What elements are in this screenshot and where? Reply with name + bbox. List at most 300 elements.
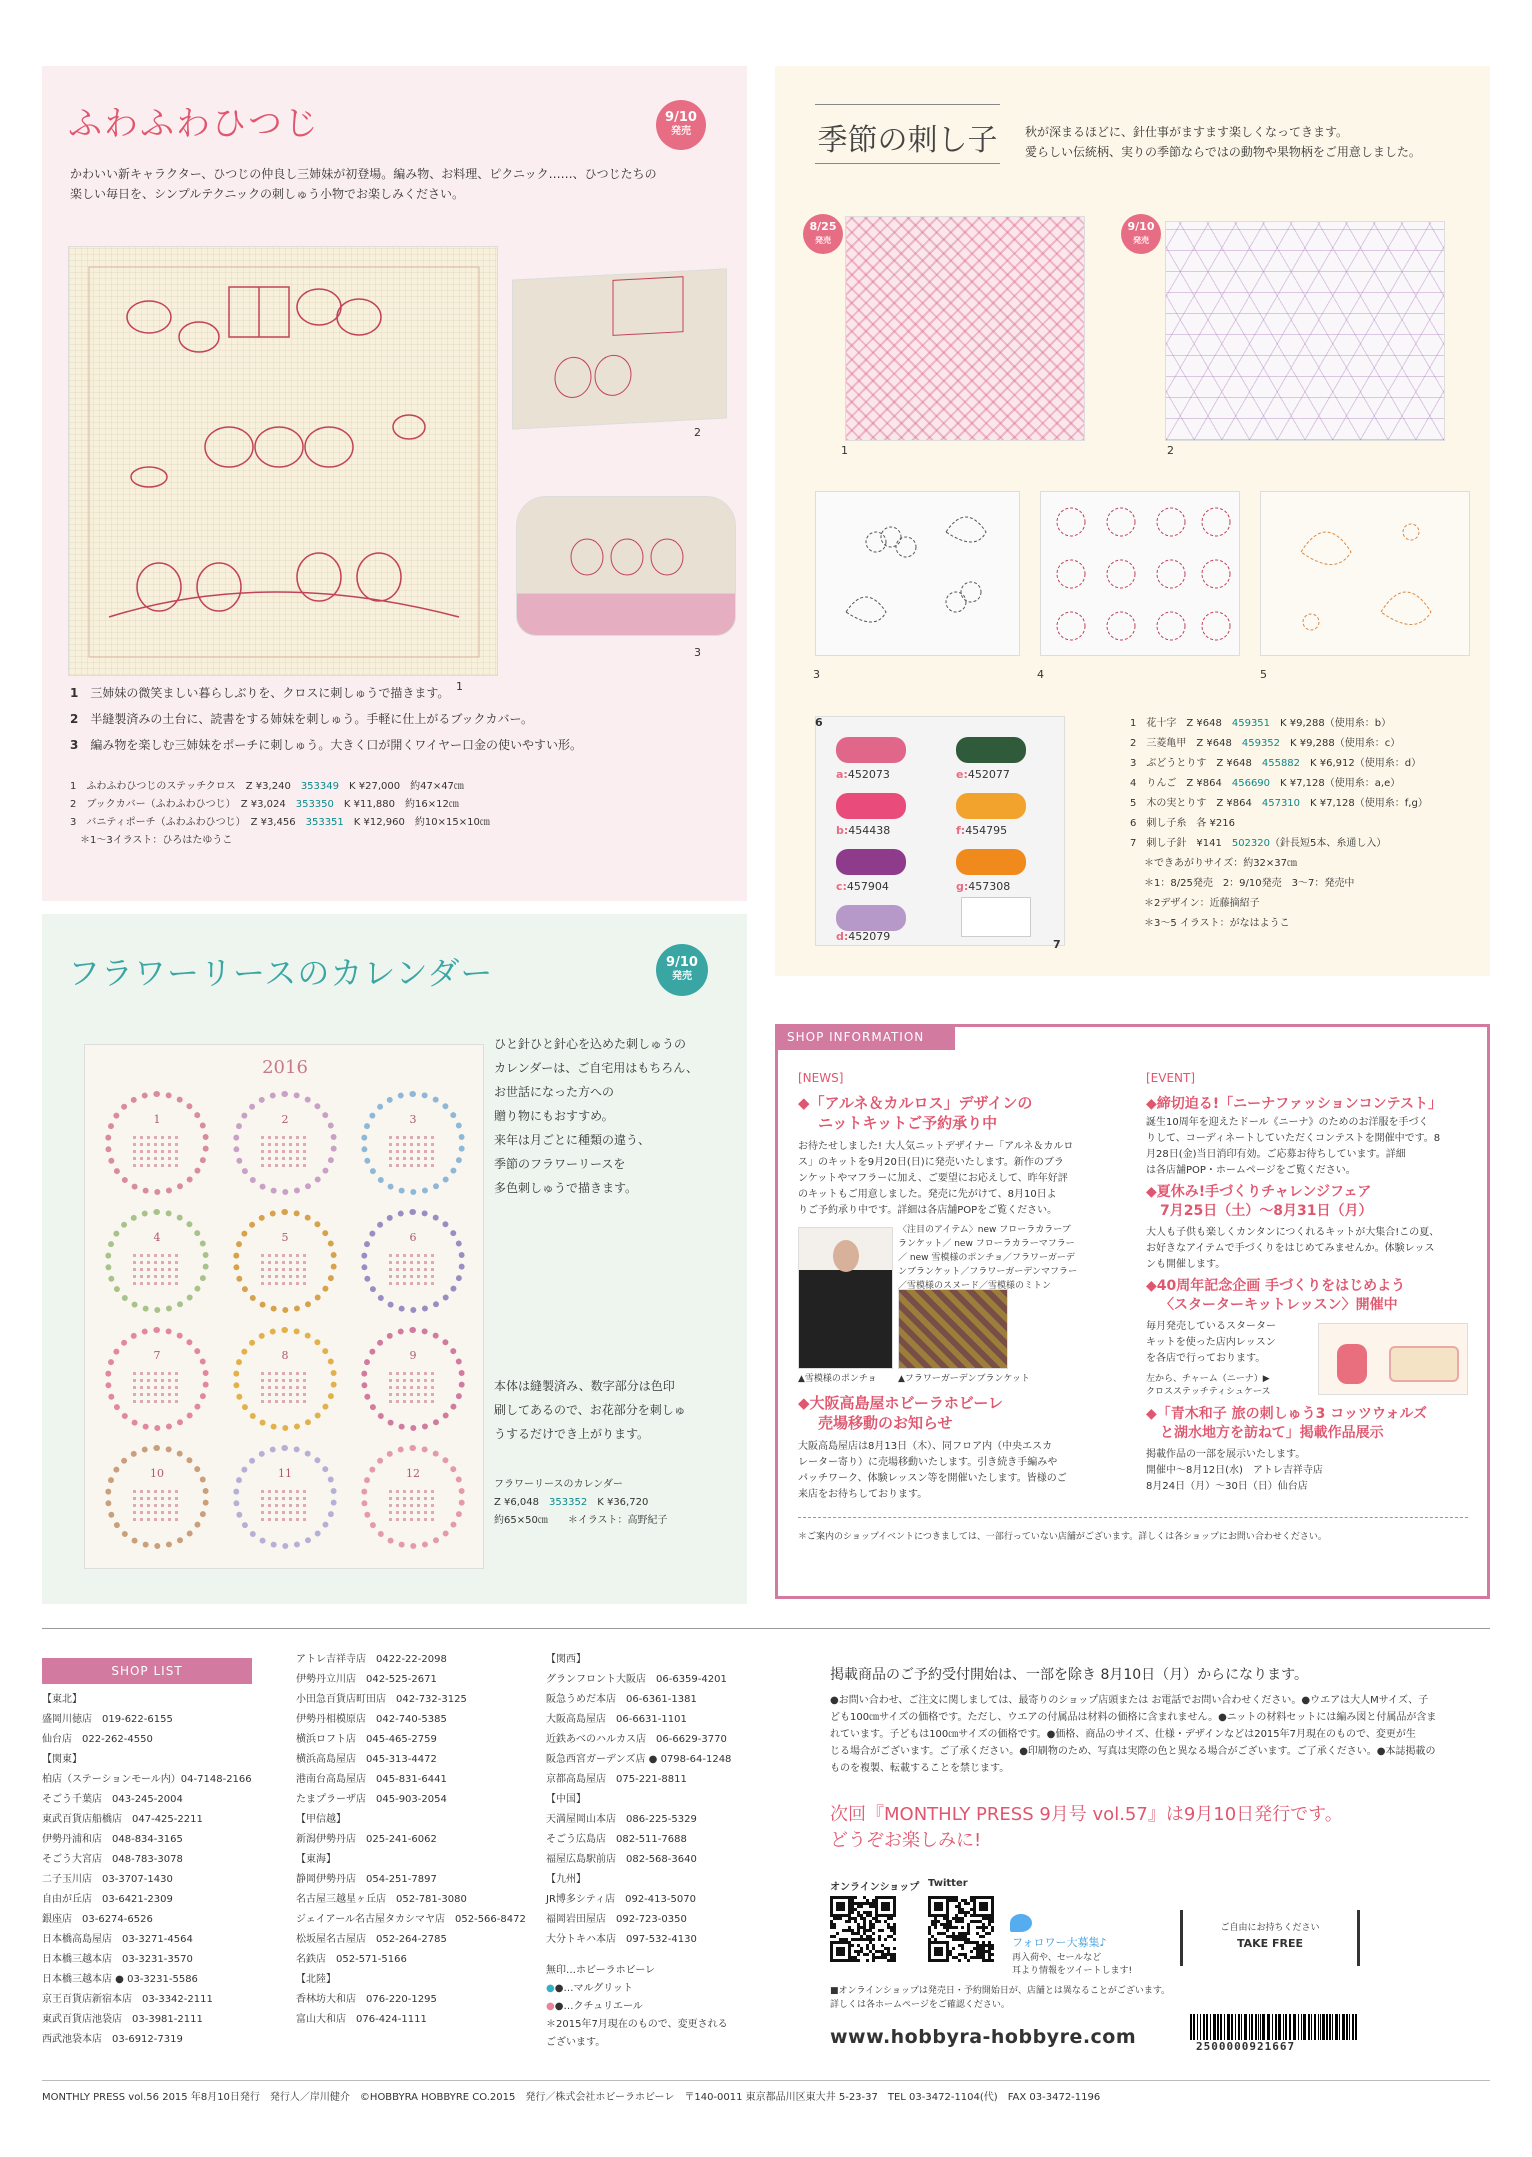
legend-line xyxy=(546,1980,728,1998)
apple-illustration xyxy=(1041,492,1241,657)
shop-entry: 大阪高島屋店 06-6631-1101 xyxy=(546,1714,687,1725)
event-body-line: 大人も子供も楽しくカンタンにつくれるキットが大集合!この夏、 xyxy=(1146,1227,1440,1238)
online-note-line: 詳しくは各ホームページをご確認ください。 xyxy=(830,2000,1010,2010)
month-number: 5 xyxy=(281,1231,289,1244)
event-body-line: 月28日(金)当日消印有効。ご応募お待ちしています。詳細 xyxy=(1146,1149,1406,1160)
month-date-grid xyxy=(133,1487,181,1521)
month-wreath xyxy=(361,1445,465,1549)
info-note-line: じる場合がございます。ご了承ください。●印刷物のため、写真は実際の色と異なる場合がございます。ご了承ください。●本誌掲載の xyxy=(830,1746,1436,1757)
news-title-line: ニットキットご予約承り中 xyxy=(818,1114,998,1132)
shop-region-heading: 【甲信越】 xyxy=(296,1814,346,1825)
kit-price: K ¥7,128 xyxy=(1280,778,1325,789)
illustration-note: ＊イラスト：高野紀子 xyxy=(567,1515,668,1526)
sheep-product-list xyxy=(70,778,490,850)
shop-entry: たまプラーザ店 045-903-2054 xyxy=(296,1794,447,1805)
thread-letter: e: xyxy=(956,768,968,781)
shop-entry: 京都高島屋店 075-221-8811 xyxy=(546,1774,687,1785)
needle-pack xyxy=(961,897,1031,937)
info-note-line: れています。子どもは100㎝サイズの価格です。●価格、商品のサイズ、仕様・デザインなどは2015年7月現在のもので、変更が生 xyxy=(830,1729,1416,1740)
event2-body xyxy=(1146,1225,1439,1273)
photo-number: 6 xyxy=(815,716,823,729)
thread-code-a xyxy=(836,767,890,783)
next-issue-line: どうぞお楽しみに! xyxy=(830,1830,982,1851)
shop-entry: 新潟伊勢丹店 025-241-6062 xyxy=(296,1834,437,1845)
photo-number: 4 xyxy=(1037,668,1044,681)
news-body-line: パッチワーク、体験レッスン等を開催いたします。皆様のご xyxy=(798,1473,1067,1484)
product-row xyxy=(1130,834,1428,854)
shop-entry: そごう広島店 082-511-7688 xyxy=(546,1834,687,1845)
shop-information xyxy=(775,1024,1490,1599)
product-price: Z ¥864 xyxy=(1186,778,1222,789)
shop-entry: 伊勢丹相模原店 042-740-5385 xyxy=(296,1714,447,1725)
calendar-text2 xyxy=(494,1374,686,1446)
twitter-bird-icon xyxy=(1010,1914,1032,1932)
desc-row xyxy=(70,680,730,706)
shop-entry: 仙台店 022-262-4550 xyxy=(42,1734,153,1745)
badge-label: 発売 xyxy=(672,971,692,982)
product-code: 502320 xyxy=(1231,838,1271,849)
product-num: 6 xyxy=(1130,818,1137,829)
product-row xyxy=(1130,734,1428,754)
month-date-grid xyxy=(389,1487,437,1521)
shop-region-heading: 【関西】 xyxy=(546,1654,586,1665)
legend-text: ●…クチュリエール xyxy=(554,2001,643,2012)
product-price: Z ¥3,240 xyxy=(245,781,291,792)
nut-squirrel-illustration xyxy=(1261,492,1471,657)
product-num: 5 xyxy=(1130,798,1137,809)
kit-price: K ¥27,000 xyxy=(349,781,401,792)
shop-entry: 伊勢丹浦和店 048-834-3165 xyxy=(42,1834,183,1845)
kit-price: K ¥9,288 xyxy=(1290,738,1335,749)
news-body-line: 大阪高島屋店は8月13日（木）、同フロア内（中央エスカ xyxy=(798,1441,1053,1452)
badge-label: 発売 xyxy=(1133,236,1149,245)
kit-price: K ¥7,128 xyxy=(1310,798,1355,809)
sheep-intro xyxy=(70,164,730,204)
book-cover-illustration xyxy=(513,269,728,430)
news-body-line: りご予約承り中です。詳細は各店舗POPをご覧ください。 xyxy=(798,1205,1058,1216)
product-price: Z ¥648 xyxy=(1186,718,1222,729)
photo-number: 5 xyxy=(1260,668,1267,681)
caption-line: 左から、チャーム（ニーナ）▶ xyxy=(1146,1374,1270,1384)
product-code: 353349 xyxy=(300,781,339,792)
desc-row xyxy=(70,706,730,732)
product-size: 約16×12㎝ xyxy=(405,799,459,810)
month-number: 12 xyxy=(406,1467,420,1480)
sashiko-note: ＊3～5 イラスト：がなはようこ xyxy=(1144,918,1290,929)
product-name: 木の実とりす xyxy=(1146,798,1207,809)
thread-code-c xyxy=(836,879,889,895)
calendar-text-line: 贈り物にもおすすめ。 xyxy=(494,1109,614,1123)
shop-entry: 銀座店 03-6274-6526 xyxy=(42,1914,153,1925)
thread-usage: （使用糸：d） xyxy=(1354,758,1422,769)
thread-usage: （使用糸：c） xyxy=(1334,738,1401,749)
shop-entry: 東武百貨店船橋店 047-425-2211 xyxy=(42,1814,203,1825)
thread-code-b xyxy=(836,823,890,839)
shop-entry: 富山大和店 076-424-1111 xyxy=(296,2014,427,2025)
pouch-photo xyxy=(516,496,736,636)
sashiko-note: ＊2デザイン：近藤摘紹子 xyxy=(1144,898,1260,909)
product-code: 456690 xyxy=(1231,778,1271,789)
thread-code: 452077 xyxy=(967,768,1010,781)
event-body-line: キットを使った店内レッスン xyxy=(1146,1337,1276,1348)
calendar-product xyxy=(494,1476,668,1530)
shop-entry: 小田急百貨店町田店 042-732-3125 xyxy=(296,1694,467,1705)
grape-squirrel-illustration xyxy=(816,492,1021,657)
month-number: 6 xyxy=(409,1231,417,1244)
product-row xyxy=(1130,754,1428,774)
sashiko-thread-photo xyxy=(815,716,1065,946)
shop-entry: 近鉄あべのハルカス店 06-6629-3770 xyxy=(546,1734,727,1745)
calendar-year: 2016 xyxy=(262,1057,308,1078)
news-title-line: ◆「アルネ＆カルロス」デザインの xyxy=(798,1094,1033,1112)
thread-usage: （使用糸：f,g） xyxy=(1354,798,1428,809)
sheep-descriptions xyxy=(70,680,730,758)
legend-line: ございます。 xyxy=(546,2037,606,2048)
news2-body xyxy=(798,1439,1067,1503)
shop-list-col1 xyxy=(42,1690,252,2050)
product-num: 7 xyxy=(1130,838,1137,849)
event1-title: ◆締切迫る!「ニーナファッションコンテスト」 xyxy=(1146,1096,1443,1112)
product-name: りんご xyxy=(1146,778,1177,789)
news-body-line: ンケットやマフラーに加え、ご要望にお応えして、昨年好評 xyxy=(798,1173,1068,1184)
colophon: MONTHLY PRESS vol.56 2015 年8月10日発行 発行人／岸川健介 ©HOBBYRA HOBBYRE CO.2015 発行／株式会社ホビーラホビーレ 〒140-0011 東京都品川区東大井 5-23-37 TEL 03-3472-1104(代) FAX 03-3472-1196 xyxy=(42,2092,1101,2103)
month-date-grid xyxy=(133,1251,181,1285)
product-row xyxy=(1130,814,1428,834)
pouch-illustration xyxy=(517,497,737,597)
desc-num: 2 xyxy=(70,712,79,726)
event-body-line: 掲載作品の一部を展示いたします。 xyxy=(1146,1449,1306,1460)
month-date-grid xyxy=(389,1133,437,1167)
thread-usage: （使用糸：b） xyxy=(1324,718,1392,729)
calendar-title: フラワーリースのカレンダー xyxy=(68,954,494,992)
event-body-line: を各店で行っております。 xyxy=(1146,1353,1266,1364)
event-title-line: ◆「青木和子 旅の刺しゅう3 コッツウォルズ xyxy=(1146,1406,1427,1422)
calendar-text-line: うするだけでき上がります。 xyxy=(494,1427,650,1441)
thread-letter: f: xyxy=(956,824,966,837)
shop-entry: 自由が丘店 03-6421-2309 xyxy=(42,1894,173,1905)
release-badge xyxy=(656,944,708,996)
product-row xyxy=(70,814,490,832)
starter-kit-photo xyxy=(1318,1323,1468,1395)
product-size: 約10×15×10㎝ xyxy=(414,817,490,828)
calendar-text-line: 刷してあるので、お花部分を刺しゅ xyxy=(494,1403,686,1417)
product-price: ¥141 xyxy=(1196,838,1222,849)
shop-region-heading: 【東海】 xyxy=(296,1854,336,1865)
news1-caption xyxy=(898,1223,1077,1293)
shop-entry: そごう千葉店 043-245-2004 xyxy=(42,1794,183,1805)
desc-text: 編み物を楽しむ三姉妹をポーチに刺しゅう。大きく口が開くワイヤー口金の使いやすい形。 xyxy=(90,738,583,752)
shop-entry: グランフロント大阪店 06-6359-4201 xyxy=(546,1674,727,1685)
shop-list-col3 xyxy=(546,1650,731,1950)
follow-text: フォロワー大募集♪ xyxy=(1012,1936,1107,1949)
desc-num: 3 xyxy=(70,738,79,752)
photo-number: 3 xyxy=(694,646,701,659)
event-body-line: 開催中～8月12日(水) アトレ吉祥寺店 xyxy=(1146,1465,1323,1476)
illustration-note: ＊1～3イラスト：ひろはたゆうこ xyxy=(80,835,233,846)
product-price: Z ¥648 xyxy=(1216,758,1252,769)
info-note-line: ●お問い合わせ、ご注文に関しましては、最寄りのショップ店頭または お電話でお問い合わせください。●ウエアは大人Mサイズ、子 xyxy=(830,1695,1429,1706)
product-price: Z ¥6,048 xyxy=(494,1497,540,1508)
event-body-line: 誕生10周年を迎えたドール《ニーナ》のためのお洋服を手づく xyxy=(1146,1117,1429,1128)
online-shop-qr-code[interactable] xyxy=(830,1896,896,1962)
thread-letter: a: xyxy=(836,768,848,781)
product-name: ブックカバー（ふわふわひつじ） xyxy=(86,799,231,810)
follow-sub xyxy=(1012,1952,1132,1978)
take-free-box xyxy=(1180,1910,1360,1966)
thread-code: 457904 xyxy=(846,880,889,893)
twitter-qr-code[interactable] xyxy=(928,1896,994,1962)
footer-divider xyxy=(42,2080,1490,2081)
shop-list-col2 xyxy=(296,1650,526,2030)
shop-entry: 京王百貨店新宿本店 03-3342-2111 xyxy=(42,1994,213,2005)
take-free-label: TAKE FREE xyxy=(1236,1937,1304,1950)
product-name: 刺し子針 xyxy=(1146,838,1187,849)
photo-number: 3 xyxy=(813,668,820,681)
thread-skein-d xyxy=(836,905,906,931)
month-number: 7 xyxy=(153,1349,161,1362)
product-code: 459352 xyxy=(1241,738,1281,749)
calendar-text-line: 季節のフラワーリースを xyxy=(494,1157,626,1171)
shop-entry: 日本橋三越本店 03-3231-3570 xyxy=(42,1954,193,1965)
month-date-grid xyxy=(261,1251,309,1285)
thread-skein-b xyxy=(836,793,906,819)
caption-line: ／ new 雪模様のポンチョ／フラワーガーデ xyxy=(898,1253,1075,1263)
caption-line: クロスステッチティシュケース xyxy=(1146,1387,1271,1397)
twitter-label: Twitter xyxy=(928,1878,968,1889)
month-number: 2 xyxy=(281,1113,289,1126)
release-badge xyxy=(1121,214,1161,254)
sheep-cloth-illustration xyxy=(69,247,499,677)
reserve-notice: 掲載商品のご予約受付開始は、一部を除き 8月10日（月）からになります。 xyxy=(830,1667,1309,1683)
doll-charm xyxy=(1337,1344,1367,1384)
couturiere-dot-icon: ● xyxy=(546,2001,555,2012)
desc-text: 半縫製済みの土台に、読書をする姉妹を刺しゅう。手軽に仕上がるブックカバー。 xyxy=(90,712,534,726)
desc-row xyxy=(70,732,730,758)
event-title-line: 7月25日（土）～8月31日（月） xyxy=(1160,1203,1373,1219)
product-price: Z ¥648 xyxy=(1196,738,1232,749)
sheep-title: ふわふわひつじ xyxy=(68,104,320,144)
calendar-text-line: カレンダーは、ご自宅用はもちろん、 xyxy=(494,1061,698,1075)
badge-label: 発売 xyxy=(815,236,831,245)
month-date-grid xyxy=(389,1251,437,1285)
shop-entry: 名古屋三越星ヶ丘店 052-781-3080 xyxy=(296,1894,467,1905)
thread-code-d xyxy=(836,929,890,945)
month-number: 4 xyxy=(153,1231,161,1244)
event-title-line: と湖水地方を訪ねて」掲載作品展示 xyxy=(1160,1425,1384,1441)
event1-body xyxy=(1146,1115,1440,1179)
thread-skein-c xyxy=(836,849,906,875)
legend-line: 無印…ホビーラホビーレ xyxy=(546,1965,655,1976)
photo-caption: ▲雪模様のポンチョ xyxy=(798,1374,877,1384)
month-wreath xyxy=(105,1091,209,1195)
shop-entry: そごう大宮店 048-783-3078 xyxy=(42,1854,183,1865)
product-row xyxy=(70,778,490,796)
thread-skein-f xyxy=(956,793,1026,819)
info-note-line: ものを複製、転載することを禁じます。 xyxy=(830,1763,1010,1774)
sashiko-intro-line: 愛らしい伝統柄、実りの季節ならではの動物や果物柄をご用意しました。 xyxy=(1025,145,1421,159)
product-row xyxy=(70,796,490,814)
month-number: 10 xyxy=(150,1467,164,1480)
thread-letter: b: xyxy=(836,824,849,837)
thread-code: 452079 xyxy=(848,930,891,943)
model-head xyxy=(833,1240,859,1272)
legend-text: ●…マルグリット xyxy=(554,1983,633,1994)
online-note-line: ■オンラインショップは発売日・予約開始日が、店舗とは異なることがございます。 xyxy=(830,1986,1171,1996)
shop-entry: 横浜ロフト店 045-465-2759 xyxy=(296,1734,437,1745)
product-num: 2 xyxy=(70,799,77,810)
nut-squirrel-cloth-photo xyxy=(1260,491,1470,656)
shop-entry: アトレ吉祥寺店 0422-22-2098 xyxy=(296,1654,447,1665)
month-wreath xyxy=(233,1091,337,1195)
product-code: 455882 xyxy=(1261,758,1301,769)
shop-entry: JR博多シティ店 092-413-5070 xyxy=(546,1894,696,1905)
shop-entry: 盛岡川徳店 019-622-6155 xyxy=(42,1714,173,1725)
product-code: 457310 xyxy=(1261,798,1301,809)
product-name: 刺し子糸 xyxy=(1146,818,1187,829)
product-row xyxy=(1130,794,1428,814)
event2-title xyxy=(1146,1183,1372,1221)
event4-body xyxy=(1146,1447,1323,1495)
book-cover-photo xyxy=(512,268,727,429)
marguerite-dot-icon: ● xyxy=(546,1983,555,1994)
barcode xyxy=(1190,2014,1360,2040)
month-wreath xyxy=(361,1327,465,1431)
news-title-line: ◆大阪高島屋ホビーラホビーレ xyxy=(798,1394,1004,1412)
event-title-line: 〈スターターキットレッスン〉開催中 xyxy=(1160,1297,1398,1313)
shop-entry: 二子玉川店 03-3707-1430 xyxy=(42,1874,173,1885)
product-name: フラワーリースのカレンダー xyxy=(494,1479,623,1490)
shop-entry: 阪急西宮ガーデンズ店 ● 0798-64-1248 xyxy=(546,1754,732,1765)
news-title-line: 売場移動のお知らせ xyxy=(818,1414,953,1432)
product-name: 花十字 xyxy=(1146,718,1177,729)
sheep-cloth-photo xyxy=(68,246,498,676)
product-price: 各 ¥216 xyxy=(1196,818,1236,829)
month-wreath xyxy=(105,1445,209,1549)
shop-region-heading: 【北陸】 xyxy=(296,1974,336,1985)
month-number: 9 xyxy=(409,1349,417,1362)
event-body-line: 8月24日（月）～30日（日）仙台店 xyxy=(1146,1481,1308,1492)
shop-list-legend xyxy=(546,1962,728,2052)
shop-entry: 西武池袋本店 03-6912-7319 xyxy=(42,2034,183,2045)
release-badge xyxy=(803,214,843,254)
shop-entry: 伊勢丹立川店 042-525-2671 xyxy=(296,1674,437,1685)
month-wreath xyxy=(233,1327,337,1431)
hanajuji-cloth-photo xyxy=(845,216,1085,441)
month-wreath xyxy=(105,1209,209,1313)
shop-entry: ジェイアール名古屋タカシマヤ店 052-566-8472 xyxy=(296,1914,526,1925)
release-badge xyxy=(656,100,706,150)
shop-region-heading: 【東北】 xyxy=(42,1694,82,1705)
photo-number: 2 xyxy=(1167,444,1174,457)
kit-price: K ¥6,912 xyxy=(1310,758,1355,769)
month-date-grid xyxy=(389,1369,437,1403)
online-shop-label: オンラインショップ xyxy=(830,1882,920,1893)
calendar-panel xyxy=(42,914,747,1604)
poncho-photo xyxy=(798,1227,893,1369)
grape-squirrel-cloth-photo xyxy=(815,491,1020,656)
news-label: [NEWS] xyxy=(798,1071,844,1085)
thread-code: 452073 xyxy=(847,768,890,781)
photo-number: 2 xyxy=(694,426,701,439)
month-wreath xyxy=(233,1209,337,1313)
next-issue-line: 次回『MONTHLY PRESS 9月号 vol.57』は9月10日発行です。 xyxy=(830,1804,1343,1825)
shop-entry: 日本橋高島屋店 03-3271-4564 xyxy=(42,1934,193,1945)
news-body-line: 来店をお待ちしております。 xyxy=(798,1489,928,1500)
product-row xyxy=(494,1494,668,1512)
thread-code: 454795 xyxy=(965,824,1008,837)
calendar-text-line: 来年は月ごとに種類の違う、 xyxy=(494,1133,651,1147)
shop-entry: 静岡伊勢丹店 054-251-7897 xyxy=(296,1874,437,1885)
thread-code-e xyxy=(956,767,1010,783)
product-code: 353352 xyxy=(549,1497,588,1508)
desc-text: 三姉妹の微笑ましい暮らしぶりを、クロスに刺しゅうで描きます。 xyxy=(90,686,450,700)
shop-entry: 大分トキハ本店 097-532-4130 xyxy=(546,1934,697,1945)
calendar-photo xyxy=(84,1044,484,1569)
product-price: Z ¥864 xyxy=(1216,798,1252,809)
photo-number: 1 xyxy=(456,680,463,693)
badge-date: 9/10 xyxy=(666,955,698,970)
shop-entry: 松坂屋名古屋店 052-264-2785 xyxy=(296,1934,447,1945)
product-code: 459351 xyxy=(1231,718,1271,729)
calendar-text-line: お世話になった方への xyxy=(494,1085,615,1099)
kit-price: K ¥9,288 xyxy=(1280,718,1325,729)
calendar-text-line: ひと針ひと針心を込めた刺しゅうの xyxy=(494,1037,687,1051)
thread-letter: c: xyxy=(836,880,847,893)
month-date-grid xyxy=(261,1487,309,1521)
month-wreath xyxy=(361,1209,465,1313)
shop-entry: 福屋広島駅前店 082-568-3640 xyxy=(546,1854,697,1865)
shop-region-heading: 【九州】 xyxy=(546,1874,586,1885)
shop-info-divider xyxy=(798,1517,1468,1518)
shop-entry: 柏店（ステーションモール内）04-7148-2166 xyxy=(42,1774,252,1785)
sashiko-title-frame xyxy=(815,104,1000,164)
sashiko-product-list xyxy=(1130,714,1428,934)
month-number: 3 xyxy=(409,1113,417,1126)
shop-entry: 東武百貨店池袋店 03-3981-2111 xyxy=(42,2014,203,2025)
news-body-line: のキットもご用意しました。発売に先がけて、8月10日よ xyxy=(798,1189,1057,1200)
product-num: 4 xyxy=(1130,778,1137,789)
event-body-line: お好きなアイテムで手づくりをはじめてみませんか。体験レッス xyxy=(1146,1243,1435,1254)
product-num: 3 xyxy=(1130,758,1137,769)
shop-info-header: SHOP INFORMATION xyxy=(775,1024,955,1050)
shop-list-header: SHOP LIST xyxy=(42,1658,252,1684)
product-row xyxy=(494,1512,668,1530)
calendar-text-line: 本体は縫製済み、数字部分は色印 xyxy=(494,1379,675,1393)
shop-entry: 横浜高島屋店 045-313-4472 xyxy=(296,1754,437,1765)
product-price: Z ¥3,024 xyxy=(240,799,286,810)
badge-date: 8/25 xyxy=(809,220,837,233)
thread-letter: g: xyxy=(956,880,969,893)
month-wreath xyxy=(233,1445,337,1549)
shop-entry: 福岡岩田屋店 092-723-0350 xyxy=(546,1914,687,1925)
product-num: 3 xyxy=(70,817,77,828)
shop-info-footnote: ＊ご案内のショップイベントにつきましては、一部行っていない店舗がございます。詳しくは各ショップにお問い合わせください。 xyxy=(798,1532,1327,1542)
kit-price: K ¥11,880 xyxy=(343,799,395,810)
legend-line: ＊2015年7月現在のもので、変更される xyxy=(546,2019,728,2030)
website-url[interactable]: www.hobbyra-hobbyre.com xyxy=(830,2026,1137,2048)
product-row xyxy=(1130,774,1428,794)
product-num: 1 xyxy=(1130,718,1137,729)
take-free-sub: ご自由にお持ちください xyxy=(1220,1923,1320,1933)
sheep-intro-line: 楽しい毎日を、シンプルテクニックの刺しゅう小物でお楽しみください。 xyxy=(70,187,465,201)
news-body-line: お待たせしました! 大人気ニットデザイナー「アルネ＆カルロ xyxy=(798,1141,1074,1152)
sashiko-note: ＊1：8/25発売 2：9/10発売 3～7：発売中 xyxy=(1144,878,1355,889)
badge-date: 9/10 xyxy=(1127,220,1155,233)
product-size: 約47×47㎝ xyxy=(410,781,464,792)
month-wreath xyxy=(105,1327,209,1431)
product-row xyxy=(1130,714,1428,734)
caption-line: ランケット／ new フローラカラーマフラー xyxy=(898,1239,1075,1249)
